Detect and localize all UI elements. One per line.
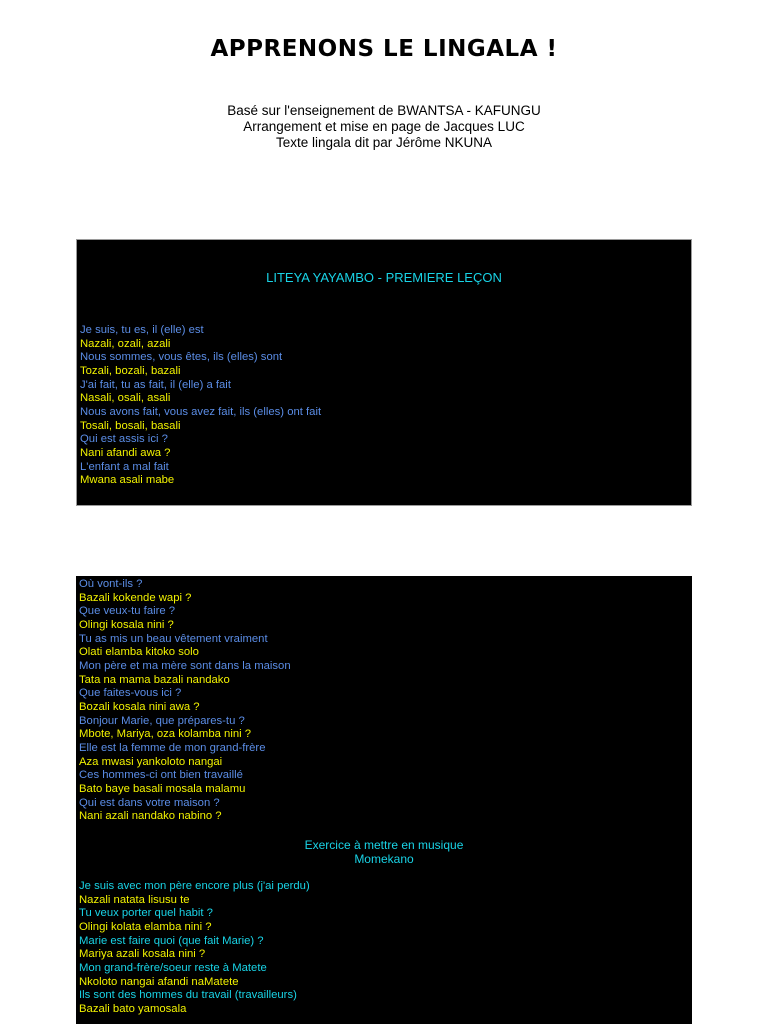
lingala-line: Olati elamba kitoko solo	[79, 646, 199, 659]
french-line: Marie est faire quoi (que fait Marie) ?	[79, 934, 264, 947]
lesson-one-lines	[80, 324, 321, 488]
french-line: Mon père et ma mère sont dans la maison	[79, 659, 291, 672]
lingala-line: Nazali natata lisusu te	[79, 893, 190, 906]
lingala-line: Nani afandi awa ?	[80, 446, 171, 459]
lesson-two-panel	[76, 576, 692, 1024]
french-line: Tu veux porter quel habit ?	[79, 907, 213, 920]
exercise-lines	[79, 880, 310, 1017]
french-line: Je suis, tu es, il (elle) est	[80, 324, 204, 336]
french-line: Que faites-vous ici ?	[79, 687, 182, 700]
french-line: Où vont-ils ?	[79, 578, 143, 590]
french-line: Que veux-tu faire ?	[79, 605, 176, 618]
lingala-line: Bozali kosala nini awa ?	[79, 700, 200, 713]
page-title: APPRENONS LE LINGALA !	[210, 36, 558, 62]
lingala-line: Olingi kosala nini ?	[79, 618, 174, 631]
lingala-line: Nasali, osali, asali	[80, 392, 171, 405]
french-line: J'ai fait, tu as fait, il (elle) a fait	[80, 378, 231, 391]
lingala-line: Olingi kolata elamba nini ?	[79, 920, 212, 933]
french-line: L'enfant a mal fait	[80, 460, 169, 473]
credit-voice: Texte lingala dit par Jérôme NKUNA	[275, 135, 493, 150]
lingala-line: Bazali bato yamosala	[79, 1002, 187, 1015]
french-line: Bonjour Marie, que prépares-tu ?	[79, 714, 245, 727]
lingala-line: Tata na mama bazali nandako	[79, 673, 230, 686]
lingala-line: Bato baye basali mosala malamu	[79, 782, 246, 795]
lingala-line: Tosali, bosali, basali	[80, 419, 181, 432]
exercise-subtitle: Momekano	[354, 852, 414, 866]
lingala-line: Mwana asali mabe	[80, 474, 175, 487]
french-line: Nous avons fait, vous avez fait, ils (elles) ont fait	[80, 405, 322, 418]
lingala-line: Mbote, Mariya, oza kolamba nini ?	[79, 728, 252, 741]
lingala-line: Nazali, ozali, azali	[80, 337, 171, 350]
french-line: Qui est dans votre maison ?	[79, 796, 220, 809]
lesson-two-lines	[79, 578, 291, 824]
credit-layout: Arrangement et mise en page de Jacques LUC	[243, 119, 525, 134]
lesson-one-heading: LITEYA YAYAMBO - PREMIERE LEÇON	[266, 270, 502, 285]
lingala-line: Nkoloto nangai afandi naMatete	[79, 975, 239, 988]
lingala-line: Bazali kokende wapi ?	[79, 591, 192, 604]
french-line: Elle est la femme de mon grand-frère	[79, 741, 266, 754]
credits	[0, 103, 768, 151]
lingala-line: Mariya azali kosala nini ?	[79, 948, 206, 961]
lingala-line: Aza mwasi yankoloto nangai	[79, 755, 223, 768]
french-line: Nous sommes, vous êtes, ils (elles) sont	[80, 351, 283, 364]
french-line: Tu as mis un beau vêtement vraiment	[79, 632, 268, 645]
lingala-line: Tozali, bozali, bazali	[80, 364, 181, 377]
exercise-heading	[76, 838, 692, 866]
french-line: Je suis avec mon père encore plus (j'ai perdu)	[79, 880, 310, 892]
credit-teaching: Basé sur l'enseignement de BWANTSA - KAFUNGU	[227, 103, 541, 118]
french-line: Ils sont des hommes du travail (travailleurs)	[79, 989, 297, 1002]
french-line: Ces hommes-ci ont bien travaillé	[79, 769, 243, 782]
exercise-title: Exercice à mettre en musique	[304, 838, 464, 852]
lesson-one-panel	[76, 239, 692, 506]
french-line: Qui est assis ici ?	[80, 433, 168, 446]
french-line: Mon grand-frère/soeur reste à Matete	[79, 961, 267, 974]
lingala-line: Nani azali nandako nabino ?	[79, 810, 222, 823]
